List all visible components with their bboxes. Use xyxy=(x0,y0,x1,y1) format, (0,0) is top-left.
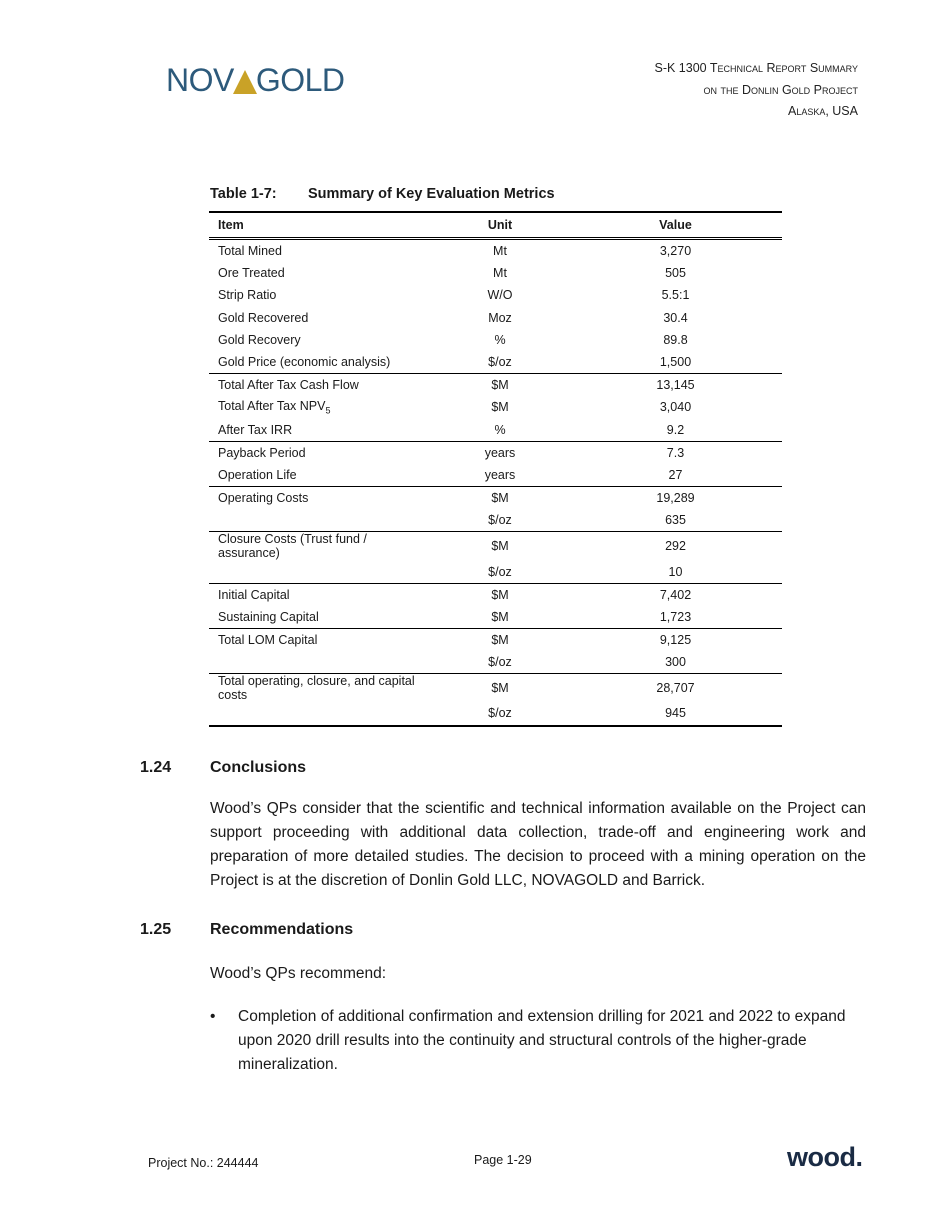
cell-unit: % xyxy=(494,332,506,347)
cell-value: 9.2 xyxy=(666,422,685,437)
cell-item-text: Operation Life xyxy=(218,467,297,482)
cell-unit: $M xyxy=(431,629,569,652)
cell-value: 635 xyxy=(665,513,686,528)
cell-item-text: Initial Capital xyxy=(218,587,290,602)
cell-value: 1,723 xyxy=(659,609,692,624)
cell-unit: $/oz xyxy=(488,564,512,579)
column-header-value: Value xyxy=(569,212,782,239)
cell-item-text: Gold Recovery xyxy=(218,332,301,347)
cell-item-text: Gold Price (economic analysis) xyxy=(218,355,391,370)
cell-item-text: After Tax IRR xyxy=(218,422,293,437)
logo-triangle-icon xyxy=(233,70,257,94)
report-header xyxy=(655,58,859,123)
table-row xyxy=(209,441,782,464)
cell-item xyxy=(209,351,431,374)
cell-item xyxy=(209,509,431,532)
table-number: Table 1-7: xyxy=(210,186,277,202)
cell-item xyxy=(209,674,431,703)
cell-unit: $M xyxy=(491,400,509,415)
cell-unit: $/oz xyxy=(488,513,512,528)
cell-value: 3,040 xyxy=(659,400,692,415)
section-title: Conclusions xyxy=(210,759,307,776)
cell-unit: $M xyxy=(491,609,509,624)
novagold-logo xyxy=(166,62,345,99)
table-row xyxy=(209,702,782,725)
table-row xyxy=(209,262,782,284)
header-line-2: on the Donlin Gold Project xyxy=(703,82,858,97)
cell-value: 89.8 xyxy=(663,332,688,347)
cell-value: 505 xyxy=(665,266,686,281)
section-number: 1.25 xyxy=(140,921,172,938)
cell-item xyxy=(209,487,431,510)
cell-value: 292 xyxy=(569,532,782,561)
cell-unit: years xyxy=(484,467,516,482)
cell-item-text: Total After Tax Cash Flow xyxy=(218,378,359,393)
logo-text-right: GOLD xyxy=(255,62,345,98)
header-line-3: Alaska, USA xyxy=(787,104,858,118)
cell-value: 945 xyxy=(569,702,782,725)
cell-value: 19,289 xyxy=(569,487,782,510)
cell-item xyxy=(209,441,431,464)
header-line-1: S-K 1300 Technical Report Summary xyxy=(654,61,858,75)
cell-item xyxy=(209,532,431,561)
cell-value: 9,125 xyxy=(569,629,782,652)
cell-item-text: Gold Recovered xyxy=(218,310,309,325)
cell-item-text: Operating Costs xyxy=(218,491,309,506)
cell-unit: $M xyxy=(431,374,569,397)
cell-item-text: Closure Costs (Trust fund / assurance) xyxy=(218,532,367,561)
cell-item xyxy=(209,606,431,629)
cell-item xyxy=(209,629,431,652)
wood-logo: wood. xyxy=(787,1142,863,1172)
cell-item-text: Strip Ratio xyxy=(218,288,277,303)
project-number: Project No.: 244444 xyxy=(148,1156,259,1170)
table-row xyxy=(209,239,782,263)
table-row xyxy=(209,307,782,329)
table-row xyxy=(209,651,782,674)
cell-value: 300 xyxy=(665,655,686,670)
cell-item-text: Total operating, closure, and capital costs xyxy=(218,674,415,703)
cell-unit: Mt xyxy=(493,266,507,281)
cell-value: 3,270 xyxy=(659,244,692,259)
bullet-text: Completion of additional confirmation and extension drilling for 2021 and 2022 to expand upon 2020 drill results into the continuity and structural controls of the higher-grade mineralization. xyxy=(238,1008,846,1073)
cell-unit: $/oz xyxy=(431,702,569,725)
cell-item xyxy=(209,374,431,397)
cell-unit: Mt xyxy=(493,244,507,259)
cell-item-text: Sustaining Capital xyxy=(218,609,319,624)
cell-item-subscript: 5 xyxy=(325,405,331,416)
table-title: Summary of Key Evaluation Metrics xyxy=(308,186,555,202)
table-row xyxy=(209,396,782,418)
cell-item xyxy=(209,239,431,263)
cell-unit: $/oz xyxy=(488,655,512,670)
table-row xyxy=(209,351,782,374)
cell-value: 28,707 xyxy=(569,674,782,703)
cell-value: 10 xyxy=(668,564,683,579)
cell-value: 7.3 xyxy=(569,441,782,464)
table-row xyxy=(209,374,782,397)
cell-value: 27 xyxy=(668,467,683,482)
table-row xyxy=(209,629,782,652)
cell-item xyxy=(209,560,431,583)
cell-item-text: Total LOM Capital xyxy=(218,633,318,648)
column-header-item: Item xyxy=(209,212,431,239)
table-row xyxy=(209,606,782,629)
cell-item-text: Total Mined xyxy=(218,244,282,259)
cell-unit: years xyxy=(431,441,569,464)
cell-unit: $M xyxy=(431,674,569,703)
cell-unit: Moz xyxy=(488,310,512,325)
table-row xyxy=(209,674,782,703)
table-row xyxy=(209,560,782,583)
cell-unit: % xyxy=(494,422,506,437)
section-title: Recommendations xyxy=(210,921,354,938)
cell-item-text: Payback Period xyxy=(218,445,306,460)
cell-item xyxy=(209,262,431,284)
column-header-unit: Unit xyxy=(431,212,569,239)
table-row xyxy=(209,487,782,510)
cell-unit: $M xyxy=(431,532,569,561)
cell-item-text: Ore Treated xyxy=(218,266,285,281)
cell-item xyxy=(209,396,431,418)
section-number: 1.24 xyxy=(140,759,172,776)
cell-item xyxy=(209,419,431,442)
table-row xyxy=(209,329,782,351)
cell-item xyxy=(209,702,431,725)
cell-value: 1,500 xyxy=(659,355,692,370)
table-row xyxy=(209,509,782,532)
cell-value: 13,145 xyxy=(569,374,782,397)
conclusions-paragraph: Wood’s QPs consider that the scientific and technical information available on the Project can support proceeding with additional data collection, trade-off and engineering work and preparation of more detailed studies. The decision to proceed with a mining operation on the Project is at the discretion of Donlin Gold LLC, NOVAGOLD and Barrick. xyxy=(210,800,866,889)
table-row xyxy=(209,419,782,442)
cell-value: 7,402 xyxy=(569,583,782,606)
cell-item xyxy=(209,329,431,351)
page-number: Page 1-29 xyxy=(474,1153,532,1167)
cell-value: 30.4 xyxy=(663,310,688,325)
cell-item-text: Total After Tax NPV xyxy=(218,399,326,414)
table-caption xyxy=(210,186,555,202)
logo-text-left: NOV xyxy=(166,62,234,98)
table-header-row xyxy=(209,212,782,239)
cell-item xyxy=(209,307,431,329)
cell-item xyxy=(209,284,431,306)
cell-unit: W/O xyxy=(487,288,513,303)
table-row xyxy=(209,464,782,487)
cell-item xyxy=(209,583,431,606)
table-row xyxy=(209,532,782,561)
cell-value: 5.5:1 xyxy=(661,288,690,303)
bullet-icon: • xyxy=(210,1008,216,1025)
cell-item xyxy=(209,651,431,674)
key-metrics-table xyxy=(209,211,782,727)
cell-item xyxy=(209,464,431,487)
cell-unit: $M xyxy=(431,487,569,510)
table-row xyxy=(209,583,782,606)
cell-unit: $M xyxy=(431,583,569,606)
recommendations-intro: Wood’s QPs recommend: xyxy=(210,965,387,982)
table-row xyxy=(209,284,782,306)
cell-unit: $/oz xyxy=(488,355,512,370)
